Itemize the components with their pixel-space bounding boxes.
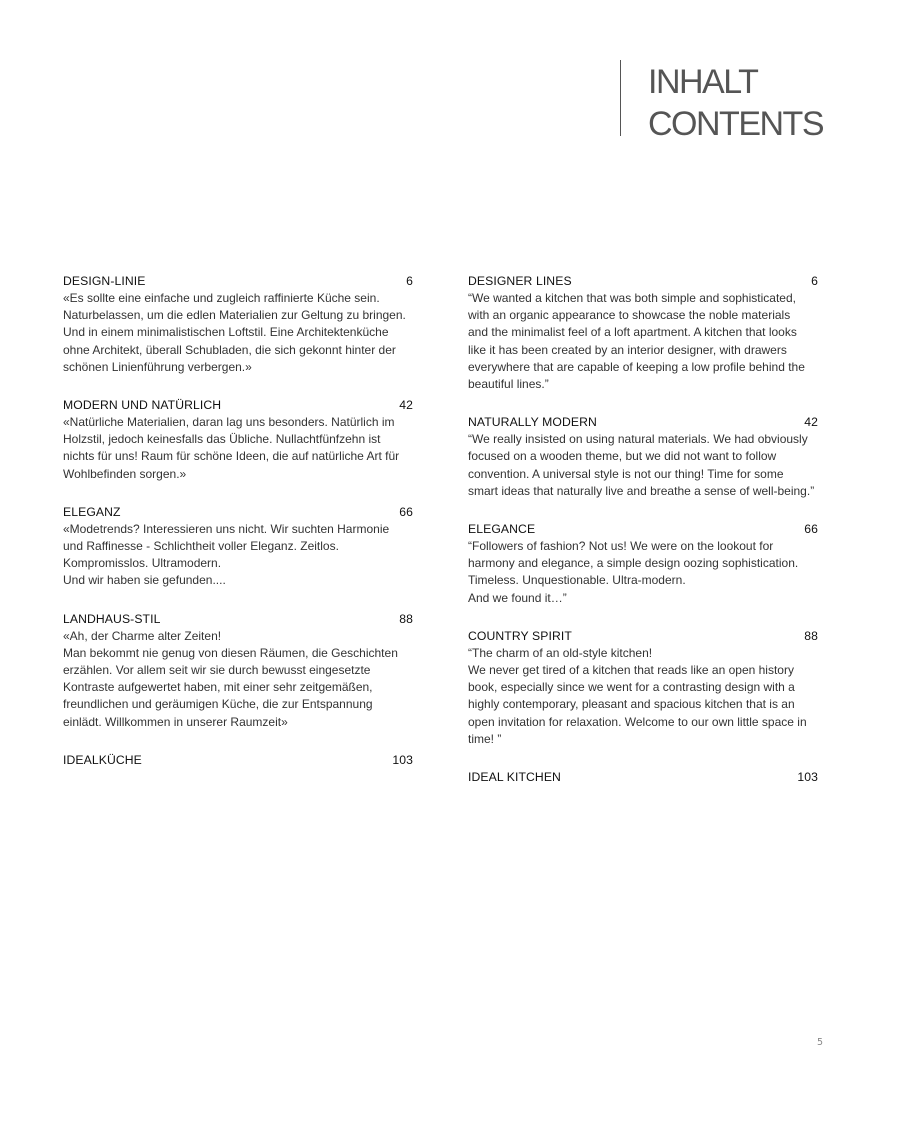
entry-title: DESIGNER LINES [468,274,572,288]
toc-entry-landhaus-stil[interactable] [63,611,413,731]
toc-entry-designer-lines[interactable] [468,273,818,393]
entry-page-number: 42 [804,415,818,430]
entry-description: «Modetrends? Interessieren uns nicht. Wir suchten Harmonie und Raffinesse - Schlichtheit voller Eleganz. Zeitlos. Kompromisslos. Ultramodern. Und wir haben sie gefunden.... [63,521,390,588]
entry-title: MODERN UND NATÜRLICH [63,398,222,413]
entry-description: “We really insisted on using natural materials. We had obviously focused on a wooden theme, but we did not want to follow convention. A universal style is not our thing! Time for some smart ideas that naturally live and breathe a sense of well-being.” [468,432,815,498]
toc-entry-modern-und-natuerlich[interactable] [63,397,413,483]
toc-entry-eleganz[interactable] [63,504,413,590]
entry-page-number: 66 [399,504,413,519]
page-number: 5 [817,1037,824,1048]
toc-entry-elegance[interactable] [468,521,818,607]
german-contents-column [63,273,413,790]
title-english: CONTENTS [648,105,823,143]
entry-description: «Natürliche Materialien, daran lag uns besonders. Natürlich im Holzstil, jedoch keinesfalls das Übliche. Nullachtfünfzehn ist nichts für uns! Raum für schöne Ideen, die auf natürliche Art für Wohlbefinden sorgen.» [63,415,400,481]
toc-entry-ideal-kitchen[interactable] [468,769,818,786]
toc-entry-country-spirit[interactable] [468,628,818,748]
toc-entry-design-linie[interactable] [63,273,413,376]
entry-page-number: 88 [399,611,413,626]
entry-page-number: 6 [406,274,413,288]
entry-title: DESIGN-LINIE [63,274,146,288]
entry-title: LANDHAUS-STIL [63,611,161,626]
entry-page-number: 88 [804,628,818,643]
entry-page-number: 103 [797,770,818,785]
entry-title: ELEGANCE [468,522,536,537]
toc-entry-naturally-modern[interactable] [468,414,818,500]
entry-title: NATURALLY MODERN [468,415,597,430]
entry-title: IDEAL KITCHEN [468,770,561,785]
title-german: INHALT [648,63,758,101]
entry-title: IDEALKÜCHE [63,752,142,767]
entry-title: ELEGANZ [63,504,121,519]
entry-page-number: 6 [811,274,818,288]
toc-entry-idealkueche[interactable] [63,752,413,769]
english-contents-column [468,273,818,807]
entry-description: “The charm of an old-style kitchen! We never get tired of a kitchen that reads like an open history book, especially since we went for a contrasting design with a highly contemporary, pleasant and spacious kitchen that is an open invitation for relaxation. Welcome to our own little space in time! ” [468,645,807,746]
contents-title-block [620,60,823,143]
entry-description: “We wanted a kitchen that was both simple and sophisticated, with an organic appearance to showcase the noble materials and the minimalist feel of a loft apartment. A kitchen that looks like it has been created by an interior designer, with drawers everywhere that are capable of keeping a low profile behind the beautiful lines.” [468,291,805,392]
entry-title: COUNTRY SPIRIT [468,628,572,643]
entry-page-number: 42 [399,398,413,413]
entry-description: «Es sollte eine einfache und zugleich raffinierte Küche sein. Naturbelassen, um die edlen Materialien zur Geltung zu bringen. Und in einem minimalistischen Loftstil. Eine Architektenküche ohne Architekt, überall Schubladen, die sich gekonnt hinter der schönen Linienführung verbergen.» [63,291,406,374]
entry-page-number: 103 [392,752,413,767]
entry-description: «Ah, der Charme alter Zeiten! Man bekommt nie genug von diesen Räumen, die Geschichten erzählen. Vor allem seit wir sie durch bewusst eingesetzte Kontraste aufgewertet haben, mit einer sehr zeitgemäßen, freundlichen und geräumigen Küche, die zur Entspannung einlädt. Willkommen in unserer Raumzeit» [63,628,398,729]
entry-description: “Followers of fashion? Not us! We were on the lookout for harmony and elegance, a simple design oozing sophistication. Timeless. Unquestionable. Ultra-modern. And we found it…” [468,539,799,605]
entry-page-number: 66 [804,522,818,537]
